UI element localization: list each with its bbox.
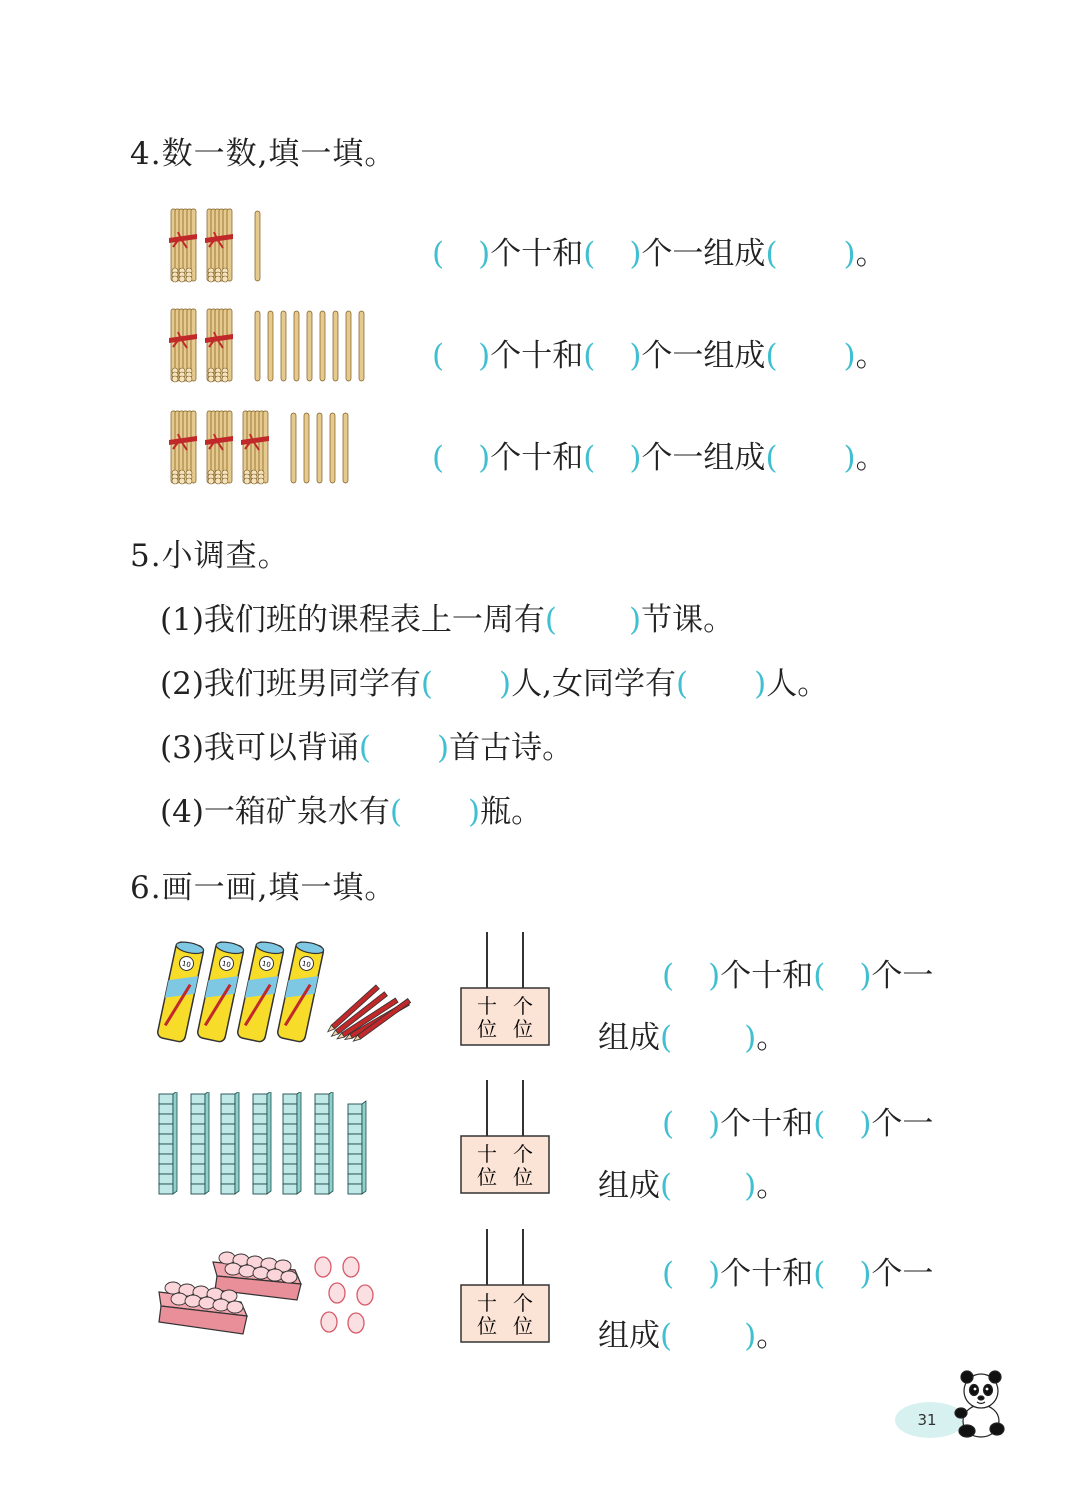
paren-open: ( <box>813 958 826 994</box>
single-stick <box>333 311 338 381</box>
q4-sentence-2 <box>432 330 887 375</box>
paren-open: ( <box>432 440 445 476</box>
text: 个十和 <box>720 1106 814 1142</box>
tens-label-bottom: 位 <box>477 1314 497 1338</box>
paren-open: ( <box>358 730 372 766</box>
tens-label-bottom: 位 <box>477 1017 497 1041</box>
pencil-packs-illustration <box>155 935 420 1045</box>
loose-pencils <box>326 985 411 1043</box>
text: (1)我们班的课程表上一周有 <box>160 602 545 638</box>
paren-close: ) <box>744 1020 757 1056</box>
stick-group-row2 <box>165 305 365 387</box>
q6-row2-line1 <box>662 1098 933 1143</box>
stick-group-row3 <box>165 407 365 489</box>
q6-row3-line1 <box>662 1248 933 1293</box>
stick-bundle <box>205 309 233 382</box>
ten-cube-rod <box>315 1092 333 1194</box>
text: 个一 <box>871 1106 934 1142</box>
text: 瓶。 <box>480 794 543 830</box>
text: 个一组成 <box>641 440 766 476</box>
single-stick <box>268 311 273 381</box>
paren-close: ) <box>859 1106 872 1142</box>
stick-bundles-row2 <box>165 305 365 387</box>
ten-cube-rod <box>348 1101 366 1194</box>
single-stick <box>255 311 260 381</box>
egg-trays-illustration <box>155 1240 385 1345</box>
loose-eggs <box>315 1257 373 1333</box>
paren-close: ) <box>629 338 642 374</box>
q6-row1-line1 <box>662 950 933 995</box>
paren-open: ( <box>813 1256 826 1292</box>
paren-close: ) <box>843 440 856 476</box>
paren-close: ) <box>499 666 512 702</box>
single-stick <box>317 413 322 483</box>
ones-label-bottom: 位 <box>513 1165 533 1189</box>
q4-title: 4.数一数,填一填。 <box>130 136 397 172</box>
single-stick <box>255 211 260 281</box>
tens-label-top: 十 <box>477 1142 497 1166</box>
paren-open: ( <box>660 1020 673 1056</box>
paren-close: ) <box>843 236 856 272</box>
text: 。 <box>855 440 887 476</box>
paren-open: ( <box>660 1168 673 1204</box>
paren-open: ( <box>583 236 596 272</box>
q5-item-3 <box>160 722 573 767</box>
paren-close: ) <box>843 338 856 374</box>
q6-row3-line2 <box>598 1310 787 1355</box>
stick-bundle <box>169 309 197 382</box>
paren-open: ( <box>765 440 778 476</box>
panda <box>955 1371 1004 1437</box>
text: 人。 <box>766 666 829 702</box>
text: 人,女同学有 <box>511 666 676 702</box>
q5-item-4 <box>160 786 542 831</box>
single-stick <box>359 311 364 381</box>
cube-rods-svg <box>155 1092 370 1200</box>
text: 组成 <box>598 1168 660 1204</box>
text: 组成 <box>598 1020 660 1056</box>
panda-mascot-icon <box>895 1365 1010 1445</box>
single-stick <box>320 311 325 381</box>
single-stick <box>304 413 309 483</box>
paren-open: ( <box>583 338 596 374</box>
text: 组成 <box>598 1318 660 1354</box>
tens-label-bottom: 位 <box>477 1165 497 1189</box>
paren-close: ) <box>859 1256 872 1292</box>
paren-open: ( <box>389 794 403 830</box>
page-number: 31 <box>917 1411 937 1429</box>
paren-close: ) <box>437 730 450 766</box>
place-value-chart-svg <box>459 1078 553 1198</box>
q6-row1-line2 <box>598 1012 787 1057</box>
text: 。 <box>756 1318 788 1354</box>
q5-item-2 <box>160 658 828 703</box>
text: 。 <box>855 338 887 374</box>
single-stick <box>343 413 348 483</box>
paren-open: ( <box>813 1106 826 1142</box>
paren-close: ) <box>629 236 642 272</box>
paren-open: ( <box>662 1106 675 1142</box>
single-stick <box>281 311 286 381</box>
text: (2)我们班男同学有 <box>160 666 421 702</box>
ones-label-top: 个 <box>513 1142 533 1166</box>
text: (3)我可以背诵 <box>160 730 359 766</box>
text: 。 <box>756 1168 788 1204</box>
stick-bundle <box>169 411 197 484</box>
pencil-pack <box>157 940 325 1043</box>
place-value-chart-2 <box>459 1078 553 1198</box>
ten-cube-rod <box>253 1092 271 1194</box>
q5-item-1 <box>160 594 734 639</box>
q4-sentence-1 <box>432 228 887 273</box>
pack-label: 10 <box>301 959 312 970</box>
paren-close: ) <box>708 1256 721 1292</box>
paren-close: ) <box>468 794 481 830</box>
ones-label-bottom: 位 <box>513 1017 533 1041</box>
paren-close: ) <box>754 666 767 702</box>
tens-label-top: 十 <box>477 994 497 1018</box>
q6-title: 6.画一画,填一填。 <box>130 870 397 906</box>
single-stick <box>294 311 299 381</box>
text: 个一 <box>871 1256 934 1292</box>
paren-open: ( <box>432 338 445 374</box>
stick-bundle <box>169 209 197 282</box>
single-stick <box>307 311 312 381</box>
text: 首古诗。 <box>449 730 574 766</box>
stick-bundles-row1 <box>165 205 365 287</box>
paren-close: ) <box>708 958 721 994</box>
text: 个十和 <box>490 338 584 374</box>
ten-cube-rod <box>191 1092 209 1194</box>
stick-bundles-row3 <box>165 407 365 489</box>
place-value-chart-svg <box>459 1227 553 1347</box>
text: 。 <box>855 236 887 272</box>
paren-close: ) <box>744 1168 757 1204</box>
paren-open: ( <box>765 236 778 272</box>
paren-close: ) <box>629 602 642 638</box>
egg-trays-svg <box>155 1240 385 1345</box>
text: 节课。 <box>641 602 735 638</box>
paren-close: ) <box>708 1106 721 1142</box>
pencil-packs-svg <box>155 935 420 1045</box>
text: 个一 <box>871 958 934 994</box>
stick-group-row1 <box>165 205 365 287</box>
text: 个十和 <box>720 1256 814 1292</box>
paren-open: ( <box>660 1318 673 1354</box>
text: 个十和 <box>720 958 814 994</box>
place-value-chart-svg <box>459 930 553 1050</box>
paren-open: ( <box>662 1256 675 1292</box>
ten-cube-rod <box>221 1092 239 1194</box>
paren-close: ) <box>859 958 872 994</box>
q5-title: 5.小调查。 <box>130 538 290 574</box>
paren-open: ( <box>420 666 434 702</box>
tens-label-top: 十 <box>477 1291 497 1315</box>
paren-open: ( <box>662 958 675 994</box>
single-stick <box>291 413 296 483</box>
place-value-chart-3 <box>459 1227 553 1347</box>
ten-cube-rod <box>283 1092 301 1194</box>
text: (4)一箱矿泉水有 <box>160 794 390 830</box>
paren-open: ( <box>765 338 778 374</box>
single-stick <box>346 311 351 381</box>
text: 个一组成 <box>641 338 766 374</box>
cube-rods-illustration <box>155 1092 370 1200</box>
stick-bundle <box>205 411 233 484</box>
paren-close: ) <box>629 440 642 476</box>
paren-close: ) <box>478 440 491 476</box>
text: 个一组成 <box>641 236 766 272</box>
ten-cube-rod <box>159 1092 177 1194</box>
text: 。 <box>756 1020 788 1056</box>
page-footer <box>895 1365 1010 1445</box>
paren-open: ( <box>583 440 596 476</box>
q4-sentence-3 <box>432 432 887 477</box>
single-stick <box>330 413 335 483</box>
paren-open: ( <box>676 666 689 702</box>
ones-label-bottom: 位 <box>513 1314 533 1338</box>
paren-open: ( <box>544 602 558 638</box>
paren-close: ) <box>478 236 491 272</box>
place-value-chart-1 <box>459 930 553 1050</box>
paren-close: ) <box>478 338 491 374</box>
ones-label-top: 个 <box>513 994 533 1018</box>
text: 个十和 <box>490 440 584 476</box>
paren-close: ) <box>744 1318 757 1354</box>
ones-label-top: 个 <box>513 1291 533 1315</box>
pack-label: 10 <box>221 959 232 970</box>
text: 个十和 <box>490 236 584 272</box>
stick-bundle <box>241 411 269 484</box>
q6-row2-line2 <box>598 1160 787 1205</box>
pack-label: 10 <box>261 959 272 970</box>
stick-bundle <box>205 209 233 282</box>
paren-open: ( <box>432 236 445 272</box>
pack-label: 10 <box>181 959 192 970</box>
